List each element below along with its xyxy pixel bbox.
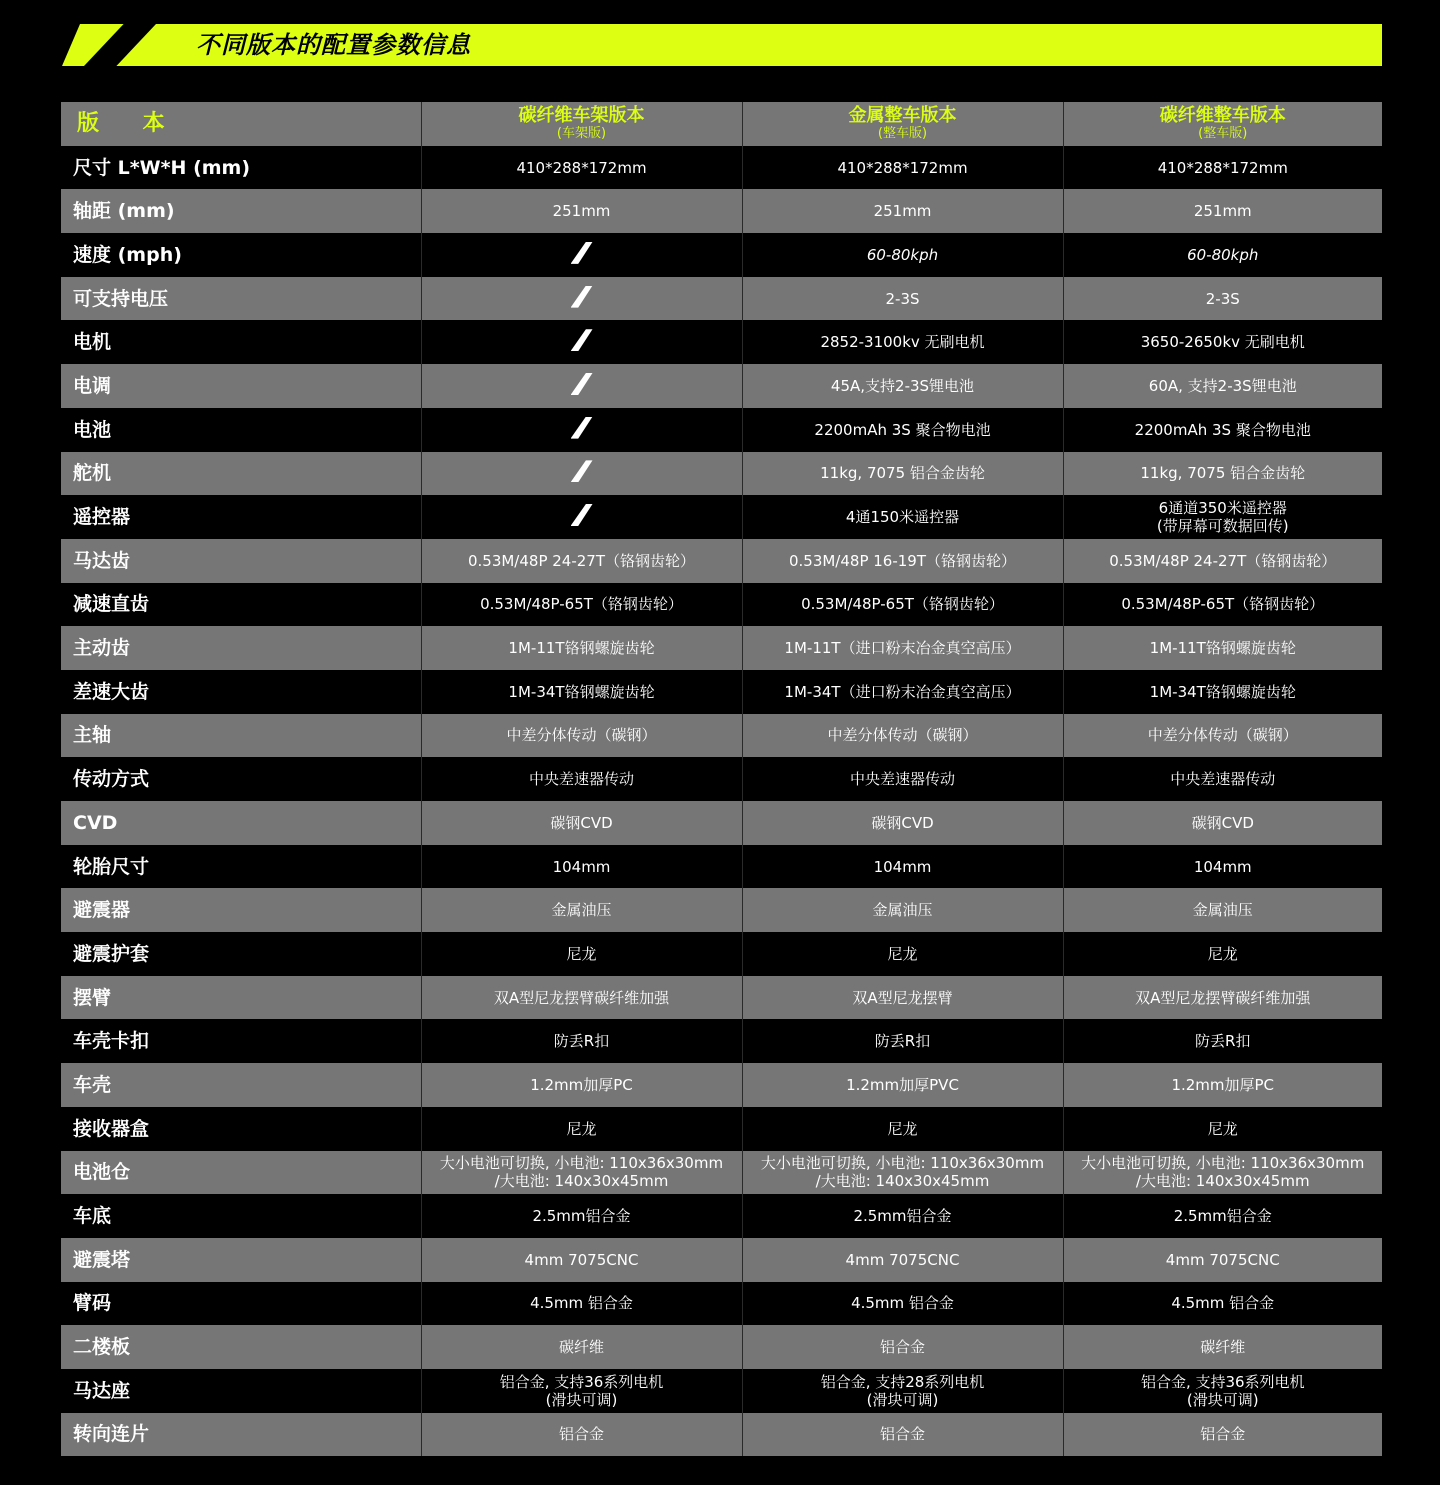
value-line: 0.53M/48P 24-27T（铬钢齿轮） (467, 551, 696, 570)
value-line: 尼龙 (1207, 944, 1238, 963)
value-line: 碳钢CVD (550, 813, 613, 832)
value-line: 1M-11T铬钢螺旋齿轮 (1149, 639, 1296, 658)
value-line: 2-3S (1205, 289, 1240, 308)
row-label: 轴距 (mm) (61, 189, 421, 233)
value-line: 1.2mm加厚PC (1171, 1075, 1275, 1094)
row-value (1063, 670, 1382, 714)
row-value (421, 495, 742, 539)
value-line: 尼龙 (566, 944, 597, 963)
row-value (421, 233, 742, 277)
table-row (61, 932, 1382, 976)
value-line: 0.53M/48P 16-19T（铬钢齿轮） (788, 551, 1017, 570)
row-value (421, 1282, 742, 1326)
row-value (1063, 757, 1382, 801)
row-value (1063, 1282, 1382, 1326)
value-line: 60-80kph (1187, 245, 1259, 264)
table-row (61, 976, 1382, 1020)
table-row (61, 1194, 1382, 1238)
row-value (742, 233, 1063, 277)
row-value (1063, 801, 1382, 845)
row-value (742, 1107, 1063, 1151)
value-line: 1M-11T铬钢螺旋齿轮 (508, 639, 655, 658)
row-label: 车壳 (61, 1063, 421, 1107)
table-row (61, 801, 1382, 845)
value-line: 尼龙 (566, 1119, 597, 1138)
row-value (1063, 1413, 1382, 1457)
table-row (61, 714, 1382, 758)
row-value (421, 189, 742, 233)
row-label: 马达齿 (61, 539, 421, 583)
row-value (1063, 714, 1382, 758)
row-value (1063, 583, 1382, 627)
value-line: 中差分体传动（碳钢） (506, 726, 657, 745)
not-applicable-slash-icon (571, 460, 593, 482)
row-label: 遥控器 (73, 506, 131, 529)
value-line: 11kg, 7075 铝合金齿轮 (1140, 464, 1306, 483)
value-line: 防丢R扣 (1195, 1032, 1251, 1051)
row-value (1063, 1325, 1382, 1369)
row-value (742, 146, 1063, 190)
row-value (1063, 233, 1382, 277)
row-value (1063, 1238, 1382, 1282)
value-line: 45A,支持2-3S锂电池 (830, 376, 975, 395)
row-value (421, 757, 742, 801)
row-value (421, 277, 742, 321)
row-value (1063, 189, 1382, 233)
table-row (61, 1151, 1382, 1195)
table-row (61, 583, 1382, 627)
value-line: 2-3S (885, 289, 920, 308)
row-value (421, 1107, 742, 1151)
row-value (421, 408, 742, 452)
row-label: 尺寸 L*W*H (mm) (73, 156, 251, 179)
table-row (61, 233, 1382, 277)
row-value (1063, 1107, 1382, 1151)
row-value (1063, 845, 1382, 889)
value-line: 大小电池可切换, 小电池: 110x36x30mm (1081, 1154, 1365, 1173)
value-line: 1.2mm加厚PC (530, 1075, 633, 1094)
value-line: 碳钢CVD (1191, 813, 1254, 832)
value-line: 104mm (552, 857, 611, 876)
row-label: 速度 (mph) (73, 243, 182, 266)
banner-stripe-decoration (84, 24, 156, 66)
value-line: 双A型尼龙摆臂碳纤维加强 (1135, 988, 1311, 1007)
row-label: 接收器盒 (73, 1117, 150, 1140)
row-value (1063, 408, 1382, 452)
column-name: 金属整车版本 (848, 105, 957, 127)
value-line: 2200mAh 3S 聚合物电池 (814, 420, 991, 439)
value-line: 尼龙 (1207, 1119, 1238, 1138)
value-line: 410*288*172mm (516, 158, 647, 177)
row-value (1063, 626, 1382, 670)
row-value (742, 189, 1063, 233)
row-value (421, 670, 742, 714)
table-row (61, 1063, 1382, 1107)
value-line: 60-80kph (866, 245, 939, 264)
table-row (61, 1413, 1382, 1457)
value-line: 尼龙 (887, 944, 918, 963)
spec-table (61, 102, 1382, 1456)
row-value (421, 626, 742, 670)
value-line: 铝合金 (558, 1425, 604, 1444)
value-line: 251mm (873, 202, 932, 221)
row-value (1063, 1019, 1382, 1063)
column-sub: (整车版) (1198, 126, 1248, 142)
row-value (742, 1151, 1063, 1195)
row-value (421, 888, 742, 932)
banner-stripe-decoration (62, 24, 80, 66)
table-row (61, 1107, 1382, 1151)
row-value (742, 539, 1063, 583)
row-label: 避震器 (61, 888, 421, 932)
table-header-row (61, 102, 1382, 146)
row-value (742, 932, 1063, 976)
value-line: 铝合金, 支持36系列电机 (1140, 1372, 1305, 1391)
value-line: 中央差速器传动 (849, 770, 955, 789)
value-line: 4.5mm 铝合金 (1171, 1294, 1275, 1313)
value-line: 铝合金, 支持28系列电机 (820, 1372, 985, 1391)
row-value (1063, 888, 1382, 932)
row-value (1063, 320, 1382, 364)
column-header-metal-full (742, 102, 1063, 146)
row-label: 避震塔 (61, 1238, 421, 1282)
value-line: 大小电池可切换, 小电池: 110x36x30mm (760, 1154, 1045, 1173)
value-line: 251mm (1193, 202, 1252, 221)
row-value (421, 714, 742, 758)
row-value (1063, 539, 1382, 583)
value-line: 3650-2650kv 无刷电机 (1140, 333, 1305, 352)
row-value (742, 1063, 1063, 1107)
value-line: 104mm (873, 857, 932, 876)
row-value (1063, 364, 1382, 408)
row-label: 舵机 (61, 452, 421, 496)
row-value (742, 801, 1063, 845)
table-row (61, 408, 1382, 452)
value-line: 碳钢CVD (871, 813, 934, 832)
value-line: 1.2mm加厚PVC (846, 1075, 959, 1094)
row-value (421, 146, 742, 190)
value-line: 双A型尼龙摆臂 (852, 988, 953, 1007)
table-row (61, 1325, 1382, 1369)
row-value (742, 1282, 1063, 1326)
row-value (421, 976, 742, 1020)
value-line: 金属油压 (551, 901, 612, 920)
value-line: 2.5mm铝合金 (1173, 1207, 1272, 1226)
table-row (61, 189, 1382, 233)
not-applicable-slash-icon (571, 373, 593, 395)
value-line: 4mm 7075CNC (1165, 1250, 1280, 1269)
value-line: 2852-3100kv 无刷电机 (820, 333, 985, 352)
row-value (421, 1325, 742, 1369)
row-value (742, 583, 1063, 627)
value-line: 铝合金, 支持36系列电机 (499, 1372, 664, 1391)
table-row (61, 364, 1382, 408)
row-value (421, 1369, 742, 1413)
value-line-2: (滑块可调) (866, 1390, 939, 1409)
value-line: 2.5mm铝合金 (532, 1207, 631, 1226)
value-line: 4.5mm 铝合金 (530, 1294, 633, 1313)
value-line: 防丢R扣 (553, 1032, 610, 1051)
value-line: 铝合金 (1200, 1425, 1246, 1444)
value-line: 11kg, 7075 铝合金齿轮 (820, 464, 985, 483)
value-line-2: /大电池: 140x30x45mm (1135, 1172, 1310, 1191)
column-header-carbon-frame (421, 102, 742, 146)
value-line: 2200mAh 3S 聚合物电池 (1134, 420, 1311, 439)
row-label: 臂码 (73, 1292, 112, 1315)
row-value (742, 1238, 1063, 1282)
value-line-2: (带屏幕可数据回传) (1156, 517, 1289, 536)
column-sub: (整车版) (877, 126, 928, 142)
row-label: 避震护套 (73, 942, 150, 965)
table-row (61, 452, 1382, 496)
row-value (742, 670, 1063, 714)
value-line: 中央差速器传动 (1170, 770, 1276, 789)
value-line: 中差分体传动（碳钢） (1147, 726, 1298, 745)
table-row (61, 495, 1382, 539)
row-value (742, 452, 1063, 496)
value-line: 铝合金 (879, 1338, 925, 1357)
value-line: 中差分体传动（碳钢） (827, 726, 978, 745)
row-value (1063, 976, 1382, 1020)
row-value (742, 408, 1063, 452)
not-applicable-slash-icon (571, 286, 593, 308)
row-label: 电调 (61, 364, 421, 408)
table-row (61, 845, 1382, 889)
row-value (1063, 146, 1382, 190)
table-row (61, 1019, 1382, 1063)
column-name: 碳纤维车架版本 (518, 105, 645, 127)
value-line: 防丢R扣 (874, 1032, 931, 1051)
table-row (61, 1369, 1382, 1413)
row-value (421, 932, 742, 976)
row-label: 传动方式 (73, 768, 150, 791)
row-value (421, 320, 742, 364)
value-line: 铝合金 (879, 1425, 925, 1444)
row-value (421, 801, 742, 845)
row-value (742, 320, 1063, 364)
row-label: 轮胎尺寸 (73, 855, 150, 878)
row-value (421, 364, 742, 408)
row-value (421, 452, 742, 496)
row-label: 摆臂 (61, 976, 421, 1020)
value-line: 尼龙 (887, 1119, 918, 1138)
value-line-2: (滑块可调) (545, 1390, 618, 1409)
row-value (421, 1019, 742, 1063)
value-line: 0.53M/48P-65T（铬钢齿轮） (480, 595, 683, 614)
row-value (421, 1063, 742, 1107)
row-label: 转向连片 (61, 1413, 421, 1457)
row-value (1063, 1369, 1382, 1413)
value-line: 1M-11T（进口粉末冶金真空高压） (784, 639, 1021, 658)
row-value (742, 845, 1063, 889)
row-label: CVD (61, 801, 421, 845)
row-value (742, 364, 1063, 408)
value-line: 1M-34T铬钢螺旋齿轮 (1149, 682, 1296, 701)
row-label: 差速大齿 (73, 680, 150, 703)
row-value (742, 1413, 1063, 1457)
table-row (61, 146, 1382, 190)
row-value (1063, 452, 1382, 496)
value-line-2: /大电池: 140x30x45mm (494, 1172, 669, 1191)
value-line: 251mm (552, 202, 611, 221)
value-line: 1M-34T（进口粉末冶金真空高压） (784, 682, 1021, 701)
column-header-carbon-full (1063, 102, 1382, 146)
row-label: 减速直齿 (73, 593, 150, 616)
not-applicable-slash-icon (571, 417, 593, 439)
table-row (61, 1282, 1382, 1326)
row-value (1063, 495, 1382, 539)
row-value (1063, 932, 1382, 976)
value-line-2: (滑块可调) (1186, 1390, 1259, 1409)
table-row (61, 888, 1382, 932)
row-value (742, 277, 1063, 321)
value-line: 大小电池可切换, 小电池: 110x36x30mm (439, 1154, 724, 1173)
row-value (421, 845, 742, 889)
column-name: 碳纤维整车版本 (1159, 105, 1286, 127)
column-sub: (车架版) (556, 126, 607, 142)
row-value (742, 1019, 1063, 1063)
row-value (742, 626, 1063, 670)
value-line: 0.53M/48P 24-27T（铬钢齿轮） (1109, 551, 1337, 570)
value-line: 4mm 7075CNC (524, 1250, 639, 1269)
row-value (742, 976, 1063, 1020)
value-line: 中央差速器传动 (528, 770, 634, 789)
not-applicable-slash-icon (571, 242, 593, 264)
row-label: 二楼板 (61, 1325, 421, 1369)
table-row (61, 539, 1382, 583)
value-line: 0.53M/48P-65T（铬钢齿轮） (801, 595, 1004, 614)
value-line: 碳纤维 (1200, 1338, 1246, 1357)
value-line: 1M-34T铬钢螺旋齿轮 (508, 682, 655, 701)
row-label: 车底 (73, 1205, 112, 1228)
table-row (61, 626, 1382, 670)
row-label: 主轴 (61, 714, 421, 758)
row-value (742, 1194, 1063, 1238)
row-label: 电池 (73, 418, 112, 441)
page-title: 不同版本的配置参数信息 (196, 31, 471, 59)
table-row (61, 277, 1382, 321)
row-label: 可支持电压 (61, 277, 421, 321)
row-value (1063, 277, 1382, 321)
value-line: 60A, 支持2-3S锂电池 (1148, 376, 1297, 395)
row-value (1063, 1063, 1382, 1107)
value-line: 4通150米遥控器 (845, 508, 960, 527)
table-row (61, 320, 1382, 364)
row-value (742, 495, 1063, 539)
table-row (61, 757, 1382, 801)
row-value (742, 888, 1063, 932)
value-line: 金属油压 (1192, 901, 1253, 920)
row-value (742, 1325, 1063, 1369)
row-value (742, 1369, 1063, 1413)
row-label: 车壳卡扣 (73, 1030, 150, 1053)
title-banner (62, 24, 1382, 66)
value-line: 4.5mm 铝合金 (851, 1294, 954, 1313)
row-value (421, 1194, 742, 1238)
row-value (421, 1151, 742, 1195)
not-applicable-slash-icon (571, 329, 593, 351)
value-line: 410*288*172mm (837, 158, 968, 177)
value-line: 金属油压 (872, 901, 933, 920)
value-line: 双A型尼龙摆臂碳纤维加强 (493, 988, 670, 1007)
row-value (742, 757, 1063, 801)
row-value (421, 1238, 742, 1282)
row-value (1063, 1151, 1382, 1195)
row-label: 电池仓 (61, 1151, 421, 1195)
row-value (421, 539, 742, 583)
row-label: 主动齿 (61, 626, 421, 670)
value-line: 4mm 7075CNC (845, 1250, 960, 1269)
value-line: 碳纤维 (558, 1338, 604, 1357)
value-line: 2.5mm铝合金 (853, 1207, 952, 1226)
value-line: 6通道350米遥控器 (1158, 499, 1287, 518)
not-applicable-slash-icon (571, 504, 593, 526)
row-label: 马达座 (73, 1379, 131, 1402)
row-label: 电机 (73, 331, 112, 354)
row-value (421, 1413, 742, 1457)
table-row (61, 670, 1382, 714)
value-line: 410*288*172mm (1157, 158, 1288, 177)
row-value (742, 714, 1063, 758)
value-line: 104mm (1193, 857, 1252, 876)
value-line: 0.53M/48P-65T（铬钢齿轮） (1121, 595, 1325, 614)
row-value (1063, 1194, 1382, 1238)
row-value (421, 583, 742, 627)
version-label: 版 本 (61, 102, 421, 146)
table-row (61, 1238, 1382, 1282)
value-line-2: /大电池: 140x30x45mm (815, 1172, 990, 1191)
